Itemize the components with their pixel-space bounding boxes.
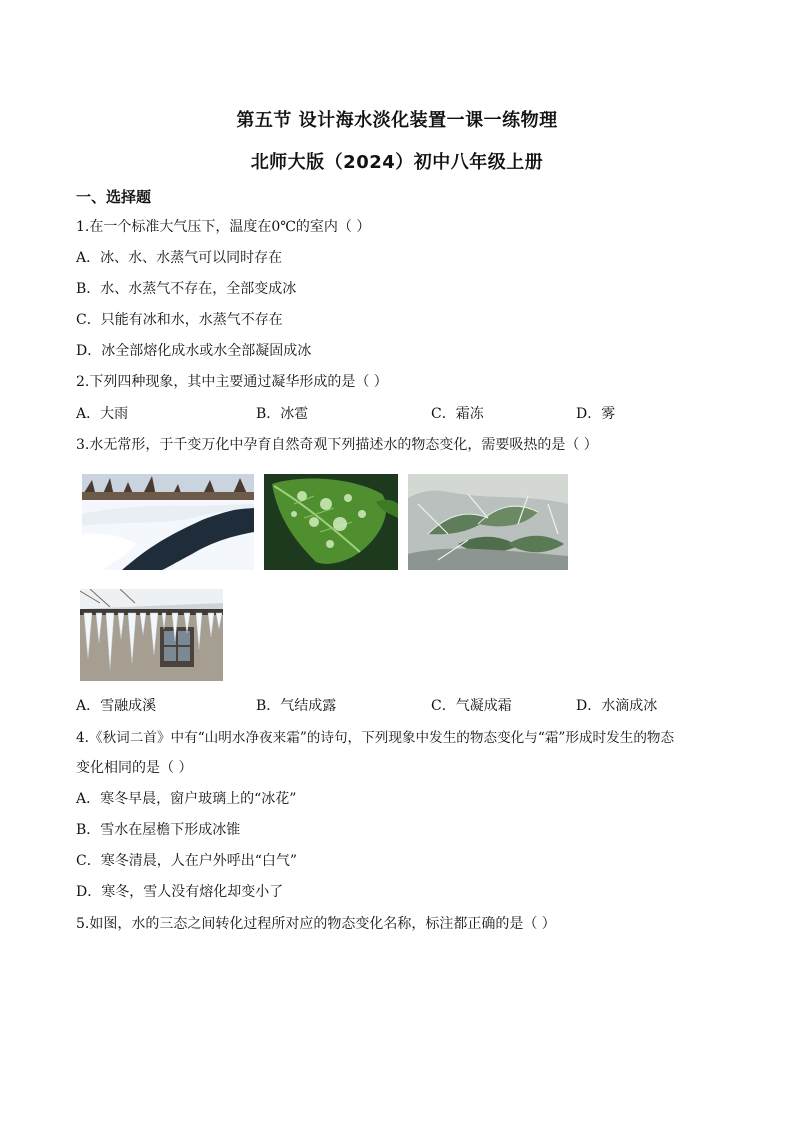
question-2-option-a: A．大雨 (76, 406, 129, 422)
question-3-option-a: A．雪融成溪 (76, 698, 157, 714)
question-3-option-b: B．气结成露 (256, 698, 337, 714)
dew-leaf-photo (264, 474, 398, 570)
question-2-option-d: D．雾 (576, 406, 616, 422)
page-title: 第五节 设计海水淡化装置一课一练物理 (236, 110, 558, 131)
frost-plant-photo (408, 474, 568, 570)
question-2-stem: 2.下列四种现象，其中主要通过凝华形成的是（ ） (76, 374, 388, 390)
question-4-option-d: D．寒冬，雪人没有熔化却变小了 (76, 884, 284, 900)
question-4-option-b: B．雪水在屋檐下形成冰锥 (76, 822, 241, 838)
dew-drops-image (264, 474, 398, 570)
question-4-stem-line1: 4.《秋词二首》中有“山明水净夜来霜”的诗句，下列现象中发生的物态变化与“霜”形成时发生的物态 (76, 730, 675, 746)
question-1-option-c: C．只能有冰和水，水蒸气不存在 (76, 312, 283, 328)
question-4-stem-line2: 变化相同的是（ ） (76, 760, 193, 776)
question-1-option-d: D．冰全部熔化成水或水全部凝固成冰 (76, 343, 312, 359)
question-4-option-c: C．寒冬清晨，人在户外呼出“白气” (76, 853, 298, 869)
question-2-option-b: B．冰雹 (256, 406, 309, 422)
question-3-option-d: D．水滴成冰 (576, 698, 658, 714)
icicles-image (80, 589, 223, 681)
snow-stream-image (82, 474, 254, 570)
question-4-option-a: A．寒冬早晨，窗户玻璃上的“冰花” (76, 791, 297, 807)
question-2-option-c: C．霜冻 (431, 406, 484, 422)
question-1-option-b: B．水、水蒸气不存在，全部变成冰 (76, 281, 297, 297)
frost-image (408, 474, 568, 570)
page-subtitle: 北师大版（2024）初中八年级上册 (250, 152, 544, 173)
question-1-option-a: A．冰、水、水蒸气可以同时存在 (76, 250, 283, 266)
question-5-stem: 5.如图，水的三态之间转化过程所对应的物态变化名称，标注都正确的是（ ） (76, 916, 556, 932)
section-heading: 一、选择题 (76, 188, 152, 206)
question-1-stem: 1.在一个标准大气压下，温度在0℃的室内（ ） (76, 219, 371, 235)
snow-river-photo (82, 474, 254, 570)
icicle-roof-photo (80, 589, 223, 681)
question-3-option-c: C．气凝成霜 (431, 698, 512, 714)
question-3-stem: 3.水无常形，于千变万化中孕育自然奇观下列描述水的物态变化，需要吸热的是（ ） (76, 437, 598, 453)
